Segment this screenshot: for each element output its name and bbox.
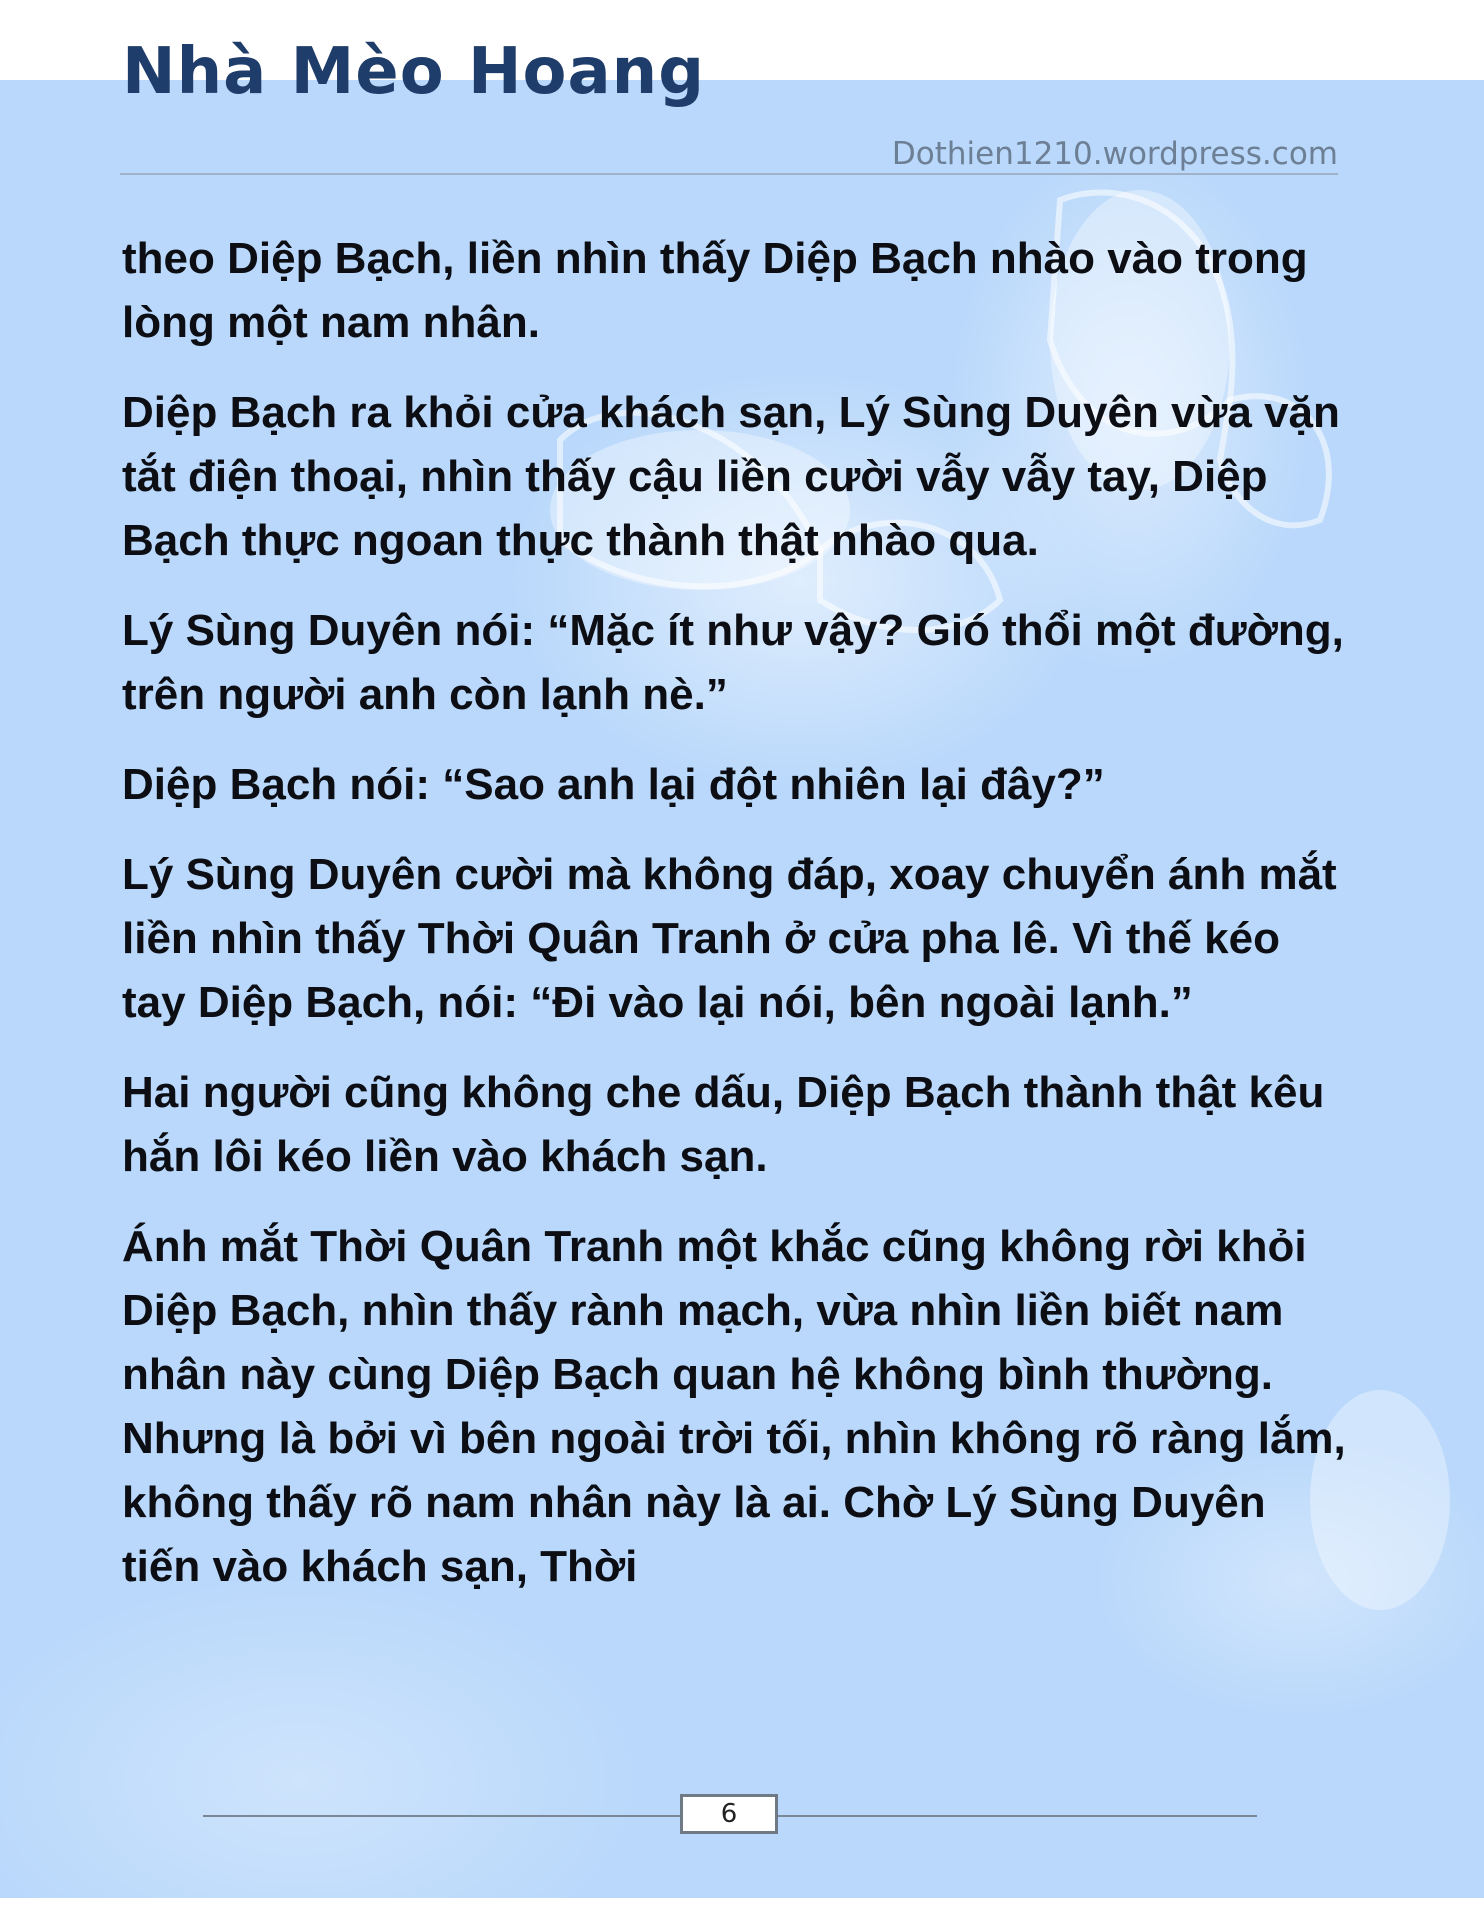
- paragraph: Diệp Bạch nói: “Sao anh lại đột nhiên lại đây?”: [122, 760, 1105, 809]
- body-text: [122, 227, 1352, 1625]
- paragraph: Diệp Bạch ra khỏi cửa khách sạn, Lý Sùng Duyên vừa vặn tắt điện thoại, nhìn thấy cậu liền cười vẫy vẫy tay, Diệp Bạch thực ngoan thực thành thật nhào qua.: [122, 388, 1340, 565]
- site-url: Dothien1210.wordpress.com: [891, 136, 1338, 172]
- paragraph: theo Diệp Bạch, liền nhìn thấy Diệp Bạch nhào vào trong lòng một nam nhân.: [122, 234, 1308, 347]
- paragraph: Hai người cũng không che dấu, Diệp Bạch thành thật kêu hắn lôi kéo liền vào khách sạn.: [122, 1068, 1325, 1181]
- paragraph: Lý Sùng Duyên nói: “Mặc ít như vậy? Gió thổi một đường, trên người anh còn lạnh nè.”: [122, 606, 1344, 719]
- header-title: Nhà Mèo Hoang: [122, 35, 706, 109]
- header-divider: [120, 173, 1338, 175]
- paragraph: Lý Sùng Duyên cười mà không đáp, xoay chuyển ánh mắt liền nhìn thấy Thời Quân Tranh ở cửa pha lê. Vì thế kéo tay Diệp Bạch, nói: “Đi vào lại nói, bên ngoài lạnh.”: [122, 850, 1337, 1027]
- page-number: 6: [680, 1794, 778, 1834]
- paragraph: Ánh mắt Thời Quân Tranh một khắc cũng không rời khỏi Diệp Bạch, nhìn thấy rành mạch, vừa nhìn liền biết nam nhân này cùng Diệp Bạch quan hệ không bình thường. Nhưng là bởi vì bên ngoài trời tối, nhìn không rõ ràng lắm, không thấy rõ nam nhân này là ai. Chờ Lý Sùng Duyên tiến vào khách sạn, Thời: [122, 1222, 1346, 1591]
